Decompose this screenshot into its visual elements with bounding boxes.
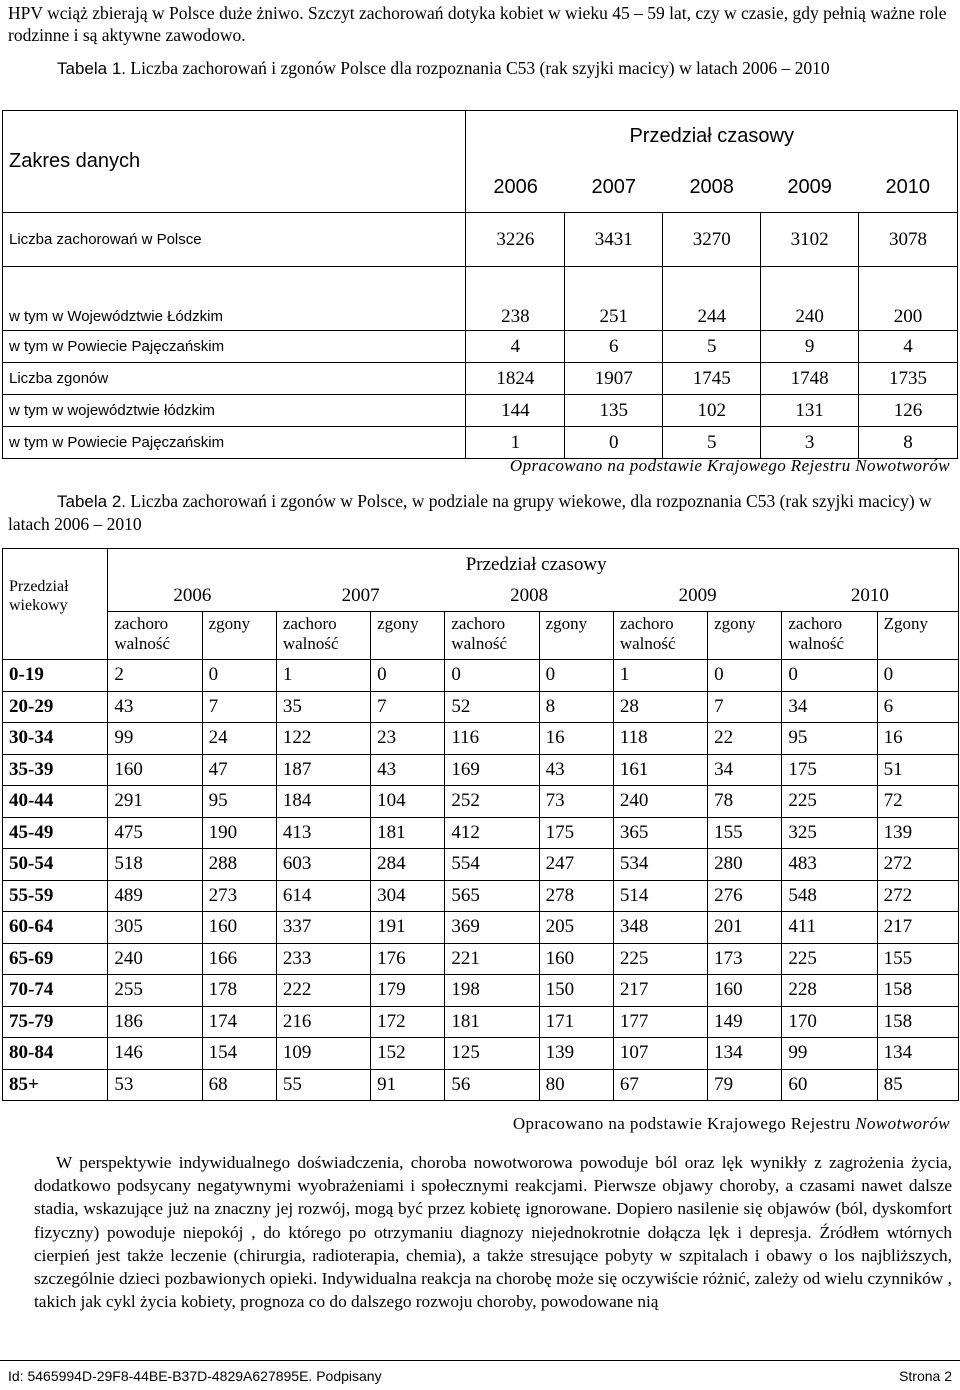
- cell: 0: [371, 660, 445, 692]
- cell: 154: [202, 1038, 276, 1070]
- table1-year: 2006: [466, 163, 565, 213]
- table1-year: 2009: [761, 163, 859, 213]
- cell: 149: [708, 1006, 782, 1038]
- cell: 201: [708, 912, 782, 944]
- cell: 0: [782, 660, 877, 692]
- table-row: [3, 331, 958, 363]
- cell: 155: [708, 817, 782, 849]
- cell: 7: [708, 691, 782, 723]
- cell: 603: [276, 849, 370, 881]
- cell: 125: [445, 1038, 539, 1070]
- age-group-label: 60-64: [3, 912, 108, 944]
- age-group-label: 80-84: [3, 1038, 108, 1070]
- cell: 174: [202, 1006, 276, 1038]
- cell: 1748: [761, 363, 859, 395]
- cell: 186: [108, 1006, 202, 1038]
- cell: 187: [276, 754, 370, 786]
- table2-source: Opracowano na podstawie Krajowego Rejestru Nowotworów: [512, 1114, 950, 1133]
- cell: 217: [877, 912, 958, 944]
- table2-year: 2010: [782, 582, 959, 612]
- cell: 205: [539, 912, 613, 944]
- cell: 221: [445, 943, 539, 975]
- cell: 411: [782, 912, 877, 944]
- cell: 160: [202, 912, 276, 944]
- table-row: [3, 363, 958, 395]
- cell: 152: [371, 1038, 445, 1070]
- table2-caption-label: Tabela 2.: [57, 492, 126, 511]
- subheader: zachoro walność: [276, 612, 370, 660]
- cell: 16: [539, 723, 613, 755]
- cell: 34: [708, 754, 782, 786]
- cell: 72: [877, 786, 958, 818]
- table-row: [3, 943, 959, 975]
- cell: 4: [466, 331, 565, 363]
- cell: 5: [663, 427, 761, 459]
- row-label: w tym w Powiecie Pajęczańskim: [3, 427, 466, 459]
- subheader: zgony: [539, 612, 613, 660]
- table-row: [3, 786, 959, 818]
- cell: 95: [782, 723, 877, 755]
- cell: 273: [202, 880, 276, 912]
- table1-year: 2007: [565, 163, 663, 213]
- cell: 43: [539, 754, 613, 786]
- table1-year: 2010: [859, 163, 958, 213]
- cell: 175: [539, 817, 613, 849]
- cell: 228: [782, 975, 877, 1007]
- cell: 43: [371, 754, 445, 786]
- cell: 161: [613, 754, 707, 786]
- cell: 134: [877, 1038, 958, 1070]
- cell: 99: [782, 1038, 877, 1070]
- cell: 8: [859, 427, 958, 459]
- cell: 514: [613, 880, 707, 912]
- cell: 365: [613, 817, 707, 849]
- table-row: [3, 213, 958, 267]
- cell: 170: [782, 1006, 877, 1038]
- table1-caption-label: Tabela 1.: [57, 59, 126, 78]
- cell: 280: [708, 849, 782, 881]
- cell: 6: [565, 331, 663, 363]
- cell: 166: [202, 943, 276, 975]
- cell: 104: [371, 786, 445, 818]
- cell: 518: [108, 849, 202, 881]
- cell: 1: [276, 660, 370, 692]
- table-row: [3, 975, 959, 1007]
- subheader: zachoro walność: [782, 612, 877, 660]
- cell: 1: [613, 660, 707, 692]
- cell: 146: [108, 1038, 202, 1070]
- subheader: zachoro walność: [613, 612, 707, 660]
- cell: 0: [708, 660, 782, 692]
- cell: 47: [202, 754, 276, 786]
- table-row: [3, 691, 959, 723]
- age-group-label: 35-39: [3, 754, 108, 786]
- table2-caption: [8, 490, 952, 536]
- cell: 1907: [565, 363, 663, 395]
- cell: 0: [202, 660, 276, 692]
- cell: 22: [708, 723, 782, 755]
- subheader: zachoro walność: [445, 612, 539, 660]
- cell: 23: [371, 723, 445, 755]
- cell: 95: [202, 786, 276, 818]
- table2: [2, 548, 959, 1101]
- cell: 0: [565, 427, 663, 459]
- cell: 216: [276, 1006, 370, 1038]
- table-row: [3, 660, 959, 692]
- cell: 247: [539, 849, 613, 881]
- row-label: Liczba zachorowań w Polsce: [3, 213, 466, 267]
- cell: 3078: [859, 213, 958, 267]
- cell: 150: [539, 975, 613, 1007]
- cell: 51: [877, 754, 958, 786]
- cell: 155: [877, 943, 958, 975]
- cell: 160: [708, 975, 782, 1007]
- table-row: [3, 395, 958, 427]
- cell: 91: [371, 1069, 445, 1101]
- cell: 135: [565, 395, 663, 427]
- cell: 8: [539, 691, 613, 723]
- subheader: zachoro walność: [108, 612, 202, 660]
- age-group-label: 20-29: [3, 691, 108, 723]
- cell: 7: [202, 691, 276, 723]
- subheader: zgony: [371, 612, 445, 660]
- cell: 291: [108, 786, 202, 818]
- table2-caption-text: Liczba zachorowań i zgonów w Polsce, w podziale na grupy wiekowe, dla rozpoznania C53 (rak szyjki macicy) w latach 2006 – 2010: [8, 491, 932, 534]
- age-group-label: 70-74: [3, 975, 108, 1007]
- footer-id: Id: 5465994D-29F8-44BE-B37D-4829A627895E. Podpisany: [8, 1368, 382, 1384]
- cell: 251: [565, 267, 663, 331]
- cell: 614: [276, 880, 370, 912]
- cell: 109: [276, 1038, 370, 1070]
- intro-paragraph: HPV wciąż zbierają w Polsce duże żniwo. Szczyt zachorowań dotyka kobiet w wieku 45 – 59 lat, czy w czasie, gdy pełnią ważne role rodzinne i są aktywne zawodowo.: [8, 3, 947, 45]
- cell: 178: [202, 975, 276, 1007]
- table2-header-left: Przedział wiekowy: [3, 549, 108, 660]
- cell: 554: [445, 849, 539, 881]
- cell: 134: [708, 1038, 782, 1070]
- table-row: [3, 267, 958, 331]
- age-group-label: 55-59: [3, 880, 108, 912]
- cell: 9: [761, 331, 859, 363]
- cell: 126: [859, 395, 958, 427]
- cell: 160: [539, 943, 613, 975]
- cell: 131: [761, 395, 859, 427]
- age-group-label: 75-79: [3, 1006, 108, 1038]
- cell: 34: [782, 691, 877, 723]
- cell: 68: [202, 1069, 276, 1101]
- cell: 16: [877, 723, 958, 755]
- age-group-label: 0-19: [3, 660, 108, 692]
- cell: 1824: [466, 363, 565, 395]
- cell: 278: [539, 880, 613, 912]
- table-row: [3, 817, 959, 849]
- cell: 483: [782, 849, 877, 881]
- cell: 181: [371, 817, 445, 849]
- age-group-label: 85+: [3, 1069, 108, 1101]
- cell: 233: [276, 943, 370, 975]
- cell: 238: [466, 267, 565, 331]
- cell: 102: [663, 395, 761, 427]
- cell: 181: [445, 1006, 539, 1038]
- table1: [2, 110, 958, 459]
- cell: 122: [276, 723, 370, 755]
- cell: 55: [276, 1069, 370, 1101]
- table-row: [3, 849, 959, 881]
- cell: 160: [108, 754, 202, 786]
- cell: 240: [761, 267, 859, 331]
- cell: 200: [859, 267, 958, 331]
- age-group-label: 40-44: [3, 786, 108, 818]
- cell: 73: [539, 786, 613, 818]
- cell: 179: [371, 975, 445, 1007]
- cell: 158: [877, 975, 958, 1007]
- cell: 305: [108, 912, 202, 944]
- cell: 304: [371, 880, 445, 912]
- cell: 3102: [761, 213, 859, 267]
- cell: 337: [276, 912, 370, 944]
- cell: 534: [613, 849, 707, 881]
- cell: 116: [445, 723, 539, 755]
- subheader: zgony: [708, 612, 782, 660]
- cell: 489: [108, 880, 202, 912]
- table2-year: 2009: [613, 582, 782, 612]
- table-row: [3, 427, 958, 459]
- table2-year: 2008: [445, 582, 614, 612]
- cell: 413: [276, 817, 370, 849]
- table2-header-group: Przedział czasowy: [108, 549, 959, 582]
- cell: 139: [539, 1038, 613, 1070]
- subheader: Zgony: [877, 612, 958, 660]
- cell: 3: [761, 427, 859, 459]
- cell: 1735: [859, 363, 958, 395]
- cell: 222: [276, 975, 370, 1007]
- cell: 475: [108, 817, 202, 849]
- table-row: [3, 1069, 959, 1101]
- cell: 56: [445, 1069, 539, 1101]
- cell: 288: [202, 849, 276, 881]
- table1-caption-text: Liczba zachorowań i zgonów Polsce dla rozpoznania C53 (rak szyjki macicy) w latach 2006 – 2010: [130, 58, 830, 78]
- age-group-label: 50-54: [3, 849, 108, 881]
- cell: 169: [445, 754, 539, 786]
- row-label: w tym w województwie łódzkim: [3, 395, 466, 427]
- age-group-label: 45-49: [3, 817, 108, 849]
- cell: 184: [276, 786, 370, 818]
- cell: 5: [663, 331, 761, 363]
- cell: 0: [539, 660, 613, 692]
- cell: 225: [782, 943, 877, 975]
- cell: 276: [708, 880, 782, 912]
- subheader: zgony: [202, 612, 276, 660]
- age-group-label: 65-69: [3, 943, 108, 975]
- cell: 252: [445, 786, 539, 818]
- cell: 28: [613, 691, 707, 723]
- cell: 43: [108, 691, 202, 723]
- cell: 272: [877, 849, 958, 881]
- cell: 60: [782, 1069, 877, 1101]
- cell: 1745: [663, 363, 761, 395]
- table-row: [3, 723, 959, 755]
- cell: 52: [445, 691, 539, 723]
- table-row: [3, 754, 959, 786]
- row-label: w tym w Powiecie Pajęczańskim: [3, 331, 466, 363]
- cell: 99: [108, 723, 202, 755]
- cell: 240: [613, 786, 707, 818]
- table2-year: 2007: [276, 582, 445, 612]
- cell: 225: [782, 786, 877, 818]
- table1-header-left: Zakres danych: [3, 111, 466, 213]
- cell: 217: [613, 975, 707, 1007]
- cell: 412: [445, 817, 539, 849]
- cell: 53: [108, 1069, 202, 1101]
- cell: 172: [371, 1006, 445, 1038]
- row-label: w tym w Województwie Łódzkim: [3, 267, 466, 331]
- table1-year: 2008: [663, 163, 761, 213]
- cell: 3270: [663, 213, 761, 267]
- cell: 565: [445, 880, 539, 912]
- cell: 348: [613, 912, 707, 944]
- table-row: [3, 912, 959, 944]
- cell: 144: [466, 395, 565, 427]
- table2-year: 2006: [108, 582, 277, 612]
- cell: 255: [108, 975, 202, 1007]
- cell: 198: [445, 975, 539, 1007]
- cell: 6: [877, 691, 958, 723]
- cell: 85: [877, 1069, 958, 1101]
- table1-header-group: Przedział czasowy: [466, 111, 958, 163]
- cell: 35: [276, 691, 370, 723]
- cell: 0: [445, 660, 539, 692]
- age-group-label: 30-34: [3, 723, 108, 755]
- cell: 118: [613, 723, 707, 755]
- cell: 244: [663, 267, 761, 331]
- cell: 240: [108, 943, 202, 975]
- cell: 158: [877, 1006, 958, 1038]
- body-paragraph: W perspektywie indywidualnego doświadczenia, choroba nowotworowa powoduje ból oraz lęk wynikły z zagrożenia życia, dodatkowo podsycany negatywnymi wyobrażeniami i społecznymi reakcjami. Pierwsze objawy choroby, a czasami nawet dalsze stadia, wskazujące już na znaczny jej rozwój, mogą być przez kobietę ignorowane. Dopiero nasilenie się objawów (ból, dyskomfort fizyczny) powoduje niepokój , do którego po otrzymaniu diagnozy niejednokrotnie dołącza lęk i depresja. Źródłem wtórnych cierpień jest także leczenie (chirurgia, radioterapia, chemia), a także stresujące pobyty w szpitalach i obawy o los najbliższych, szczególnie dzieci pozbawionych opieki. Indywidualna reakcja na chorobę może się oczywiście różnić, zależy od wielu czynników , takich jak cykl życia kobiety, prognoza co do dalszego rozwoju choroby, powodowane nią: [34, 1153, 952, 1312]
- table-row: [3, 1006, 959, 1038]
- cell: 4: [859, 331, 958, 363]
- cell: 7: [371, 691, 445, 723]
- cell: 1: [466, 427, 565, 459]
- cell: 173: [708, 943, 782, 975]
- footer-page-number: Strona 2: [899, 1368, 952, 1384]
- cell: 177: [613, 1006, 707, 1038]
- cell: 24: [202, 723, 276, 755]
- cell: 139: [877, 817, 958, 849]
- row-label: Liczba zgonów: [3, 363, 466, 395]
- table1-caption: [57, 57, 952, 80]
- table1-source: Opracowano na podstawie Krajowego Rejestru Nowotworów: [509, 456, 950, 475]
- cell: 190: [202, 817, 276, 849]
- cell: 3226: [466, 213, 565, 267]
- cell: 191: [371, 912, 445, 944]
- cell: 80: [539, 1069, 613, 1101]
- cell: 171: [539, 1006, 613, 1038]
- table-row: [3, 880, 959, 912]
- cell: 107: [613, 1038, 707, 1070]
- cell: 176: [371, 943, 445, 975]
- cell: 548: [782, 880, 877, 912]
- cell: 3431: [565, 213, 663, 267]
- cell: 67: [613, 1069, 707, 1101]
- cell: 272: [877, 880, 958, 912]
- cell: 325: [782, 817, 877, 849]
- cell: 175: [782, 754, 877, 786]
- cell: 79: [708, 1069, 782, 1101]
- cell: 225: [613, 943, 707, 975]
- cell: 78: [708, 786, 782, 818]
- cell: 369: [445, 912, 539, 944]
- cell: 2: [108, 660, 202, 692]
- table-row: [3, 1038, 959, 1070]
- footer-divider: [0, 1360, 960, 1361]
- cell: 284: [371, 849, 445, 881]
- cell: 0: [877, 660, 958, 692]
